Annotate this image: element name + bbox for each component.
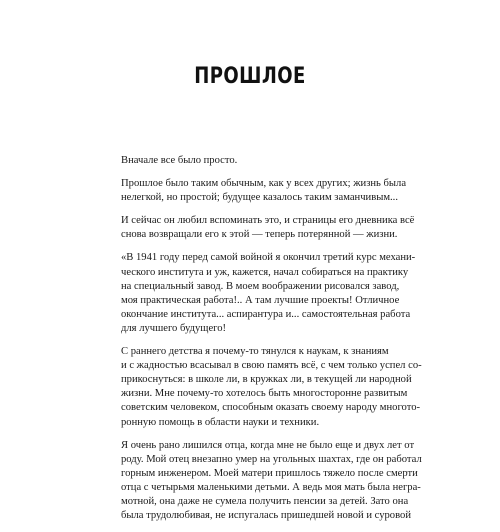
text-line: снова возвращали его к этой — теперь потерянной — жизни. xyxy=(121,229,398,241)
text-line: моя практическая работа!.. А там лучшие проекты! Отличное xyxy=(121,294,400,306)
text-line: С раннего детства я почему-то тянулся к наукам, к знаниям xyxy=(121,346,389,358)
text-line: горным инженером. Моей матери пришлось тяжело после смерти xyxy=(121,467,418,479)
text-line: советским человеком, способным оказать своему народу многото- xyxy=(121,402,421,414)
text-line: была трудолюбивая, не испугалась пришедшей новой и суровой xyxy=(121,510,411,522)
text-line: И сейчас он любил вспоминать это, и страницы его дневника всё xyxy=(121,215,415,227)
paragraph-2 xyxy=(121,177,407,205)
paragraph-3 xyxy=(121,214,415,242)
paragraph-4 xyxy=(121,251,416,336)
text-line: окончание института... аспирантура и... самостоятельная работа xyxy=(121,308,411,320)
text-body xyxy=(121,154,422,532)
paragraph-1 xyxy=(121,154,383,168)
text-line: «В 1941 году перед самой войной я окончил третий курс механи- xyxy=(121,252,416,264)
text-line: Прошлое было таким обычным, как у всех других; жизнь была xyxy=(121,178,407,190)
text-line: роду. Мой отец внезапно умер на угольных шахтах, где он работал xyxy=(121,453,422,465)
text-line: ронную помощь в области науки и техники. xyxy=(121,416,320,428)
paragraph-6 xyxy=(121,439,422,524)
text-line: Вначале все было просто. xyxy=(121,155,238,166)
text-line: жизни. Мне почему-то хотелось быть многосторонне развитым xyxy=(121,388,408,400)
chapter-title: ПРОШЛОЕ xyxy=(194,64,306,89)
text-line: ческого института и уж, кажется, начал собираться на практику xyxy=(121,266,409,278)
text-line: мотной, она даже не сумела получить пенсии за детей. Зато она xyxy=(121,495,409,507)
paragraph-5 xyxy=(121,345,422,430)
text-line: Я очень рано лишился отца, когда мне не было еще и двух лет от xyxy=(121,439,415,451)
text-line: для лучшего будущего! xyxy=(121,322,227,334)
text-line: и с жадностью всасывал в свою память всё, с чем только успел со- xyxy=(121,360,422,372)
text-line: на специальный завод. В моем воображении рисовался завод, xyxy=(121,280,400,292)
text-line: отца с четырьмя маленькими детьми. А ведь моя мать была негра- xyxy=(121,481,421,493)
text-line: нелегкой, но простой; будущее казалось таким заманчивым... xyxy=(121,192,398,204)
text-line: прикоснуться: в школе ли, в кружках ли, в текущей ли народной xyxy=(121,374,412,386)
